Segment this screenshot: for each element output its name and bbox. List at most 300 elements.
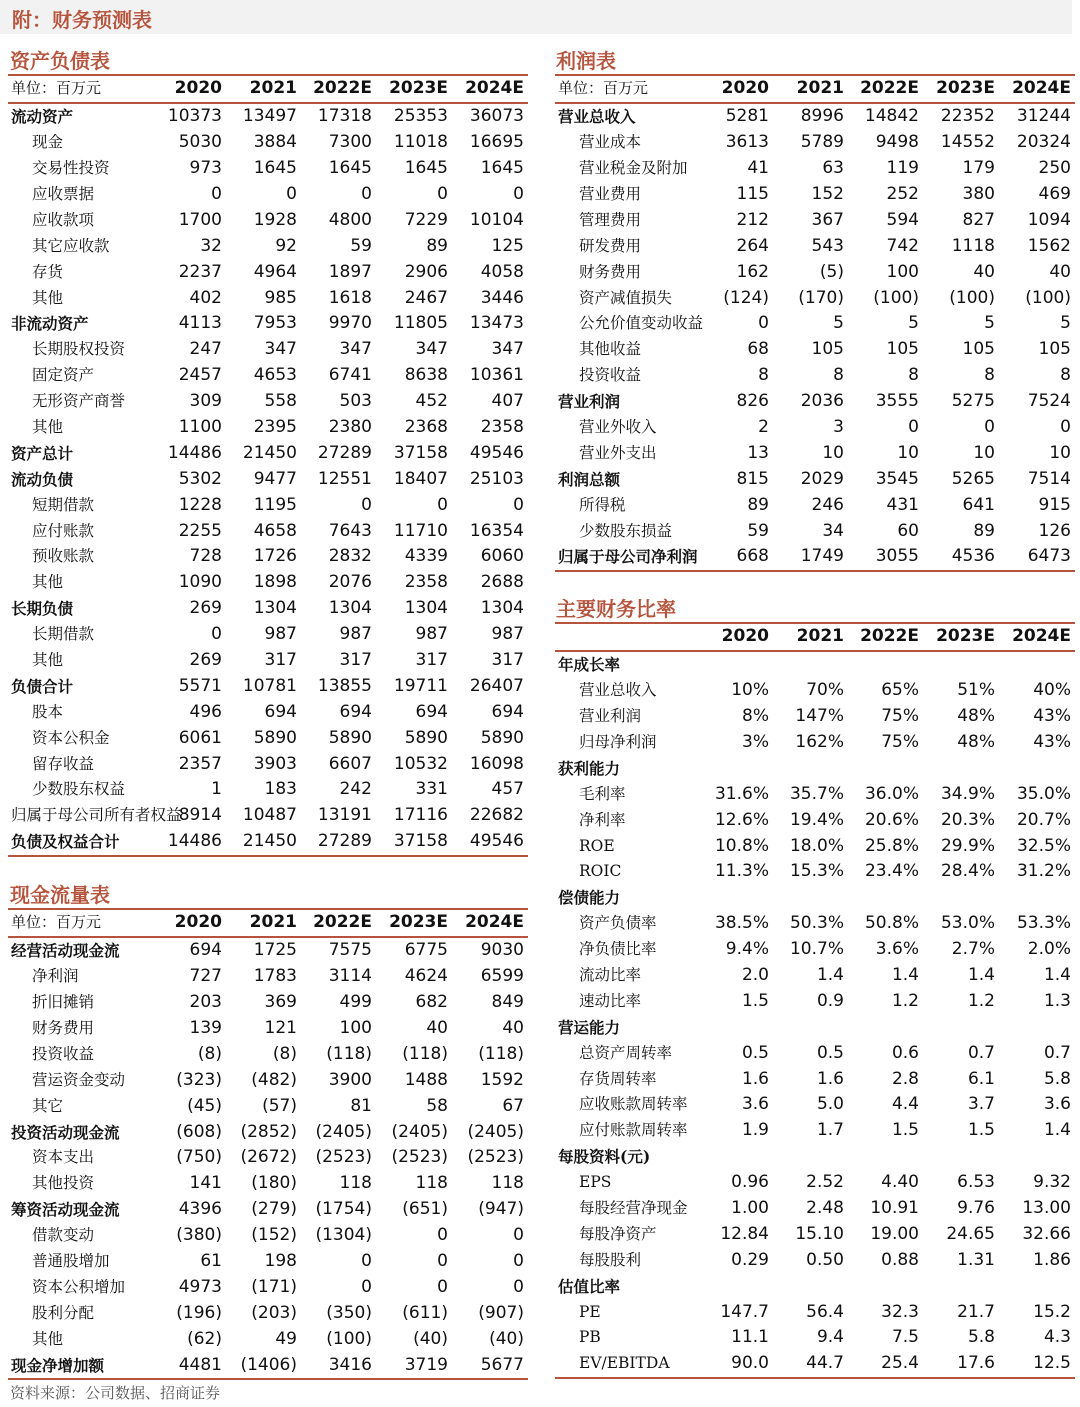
row-label: 资产总计 [11, 443, 74, 463]
cell-value: 3416 [301, 1352, 376, 1379]
cell-value: 11.3% [714, 861, 769, 882]
table-row [555, 1144, 1075, 1170]
cell-value: 1094 [1027, 209, 1071, 230]
cell-value: 100 [339, 1018, 372, 1038]
cell-value: 6607 [328, 753, 372, 774]
cell-value: 317 [491, 650, 524, 671]
cell-value: 53.0% [940, 913, 995, 934]
cell-value: (2523) [391, 1147, 448, 1168]
cell-value: 7229 [404, 209, 448, 230]
table-row [555, 389, 1075, 415]
row-label: 经营活动现金流 [11, 941, 120, 961]
cell-value: 44.7 [773, 1351, 848, 1378]
cell-value: (2852) [240, 1121, 297, 1142]
cell-value: 452 [415, 391, 448, 412]
cell-value: 0 [211, 184, 222, 204]
cell-value: 162% [795, 732, 844, 752]
row-label: 总资产周转率 [579, 1043, 673, 1062]
cell-value: 9970 [328, 313, 372, 334]
row-label: 年成长率 [558, 655, 621, 675]
row-label: 固定资产 [32, 366, 95, 385]
cell-value: 4973 [178, 1276, 222, 1297]
table-row [555, 1170, 1075, 1196]
table-row [555, 1325, 1075, 1351]
cell-value: 1304 [480, 598, 524, 619]
table-row [8, 596, 528, 622]
year-header: 2020 [156, 909, 226, 937]
table-row [8, 1352, 528, 1379]
cell-value: 6775 [404, 940, 448, 961]
cell-value: 40 [502, 1018, 524, 1038]
cell-value: 36.0% [864, 783, 919, 804]
cell-value: (62) [187, 1328, 222, 1349]
table-row [8, 492, 528, 518]
unit-label: 单位：百万元 [555, 75, 703, 103]
cell-value: 10 [822, 442, 844, 463]
cell-value: 1726 [253, 546, 297, 567]
cell-value: 5 [984, 313, 995, 334]
cell-value: 32 [200, 235, 222, 256]
row-label: 净负债比率 [579, 940, 657, 959]
cell-value: 29.9% [940, 835, 995, 856]
row-label: 资本支出 [32, 1148, 95, 1167]
cash-flow-table [8, 908, 528, 1380]
cell-value: 20.6% [864, 809, 919, 830]
cell-value: 5302 [178, 468, 222, 489]
cell-value: (100) [1025, 287, 1071, 308]
cell-value: 67 [502, 1095, 524, 1116]
cell-value: 3613 [725, 132, 769, 153]
cell-value [923, 1144, 999, 1170]
table-row [8, 337, 528, 363]
cell-value: 0 [361, 1276, 372, 1297]
cell-value: (100) [949, 287, 995, 308]
cell-value [848, 1273, 923, 1299]
cell-value: (2405) [315, 1121, 372, 1142]
year-header: 2023E [376, 909, 452, 937]
cell-value: 139 [189, 1018, 222, 1038]
row-label: 其它应收款 [32, 236, 110, 255]
cell-value: 49546 [469, 442, 524, 463]
cell-value: (196) [176, 1302, 222, 1323]
row-label: 营业总收入 [558, 107, 636, 127]
cell-value: 27289 [317, 442, 372, 463]
cell-value: 1.2 [891, 990, 919, 1011]
cell-value: 48% [957, 732, 995, 752]
cell-value: (608) [176, 1121, 222, 1142]
cell-value: (45) [187, 1095, 222, 1116]
cell-value: 105 [886, 339, 919, 360]
cell-value: 212 [736, 209, 769, 230]
cell-value: 1.4 [891, 965, 919, 986]
cell-value: 32.3 [881, 1301, 919, 1322]
row-label: EPS [579, 1173, 612, 1192]
cell-value: 742 [886, 235, 919, 256]
row-label: 非流动资产 [11, 314, 89, 334]
cell-value: 1645 [253, 158, 297, 179]
row-label: PB [579, 1328, 601, 1347]
table-row [555, 911, 1075, 937]
cell-value: 8 [984, 365, 995, 386]
table-row [555, 1092, 1075, 1118]
cell-value: 11.1 [731, 1327, 769, 1348]
cell-value: 7514 [1027, 468, 1071, 489]
table-row [8, 699, 528, 725]
cell-value: 53.3% [1016, 913, 1071, 934]
cell-value: 10 [897, 442, 919, 463]
table-row [8, 311, 528, 337]
cell-value: (1304) [315, 1225, 372, 1246]
cell-value: 594 [886, 209, 919, 230]
table-row [8, 1145, 528, 1171]
cell-value: 43% [1033, 732, 1071, 752]
cell-value: 105 [1038, 339, 1071, 360]
row-label: 长期借款 [32, 625, 95, 644]
cell-value: 203 [189, 992, 222, 1013]
cell-value: 682 [415, 992, 448, 1013]
table-row [8, 1197, 528, 1223]
income-statement-table [555, 74, 1075, 572]
table-row [555, 1066, 1075, 1092]
row-label: 营业外收入 [579, 418, 657, 437]
balance-sheet-title: 资产负债表 [10, 49, 110, 73]
cell-value: 2368 [404, 417, 448, 438]
cell-value: 380 [962, 184, 995, 204]
row-label: ROIC [579, 862, 622, 881]
cell-value: 3719 [376, 1352, 452, 1379]
cell-value: 347 [415, 339, 448, 360]
cell-value: 38.5% [714, 913, 769, 934]
table-row [555, 678, 1075, 704]
row-label: 其他 [32, 1329, 64, 1348]
table-row [8, 363, 528, 389]
table-row [555, 259, 1075, 285]
cell-value: 558 [264, 391, 297, 412]
cell-value: 826 [736, 391, 769, 412]
cell-value: 402 [189, 287, 222, 308]
row-label: 每股资料(元) [558, 1147, 651, 1167]
row-label: 留存收益 [32, 754, 95, 773]
year-header: 2022E [848, 623, 923, 651]
table-row [555, 859, 1075, 885]
cell-value: 13473 [469, 313, 524, 334]
cell-value: 269 [189, 650, 222, 671]
cell-value: 2.0 [741, 965, 769, 986]
cell-value: (118) [326, 1043, 372, 1064]
year-header: 2020 [156, 75, 226, 103]
cell-value: 4653 [253, 365, 297, 386]
cell-value: 125 [491, 235, 524, 256]
table-row [8, 103, 528, 130]
table-row [555, 337, 1075, 363]
cell-value: 2467 [404, 287, 448, 308]
cell-value: 2832 [328, 546, 372, 567]
cell-value: 1562 [1027, 235, 1071, 256]
cell-value: 100 [886, 261, 919, 282]
year-header: 2020 [703, 75, 773, 103]
row-label: 负债及权益合计 [8, 829, 156, 856]
cell-value [848, 1014, 923, 1040]
cell-value: 3446 [480, 287, 524, 308]
row-label: 归母净利润 [579, 733, 657, 751]
cell-value: (947) [478, 1199, 524, 1220]
row-label: 股利分配 [32, 1303, 95, 1322]
cell-value: 37158 [376, 829, 452, 856]
cell-value: 985 [264, 287, 297, 308]
cell-value: 81 [350, 1095, 372, 1116]
year-header: 2022E [301, 75, 376, 103]
table-row [8, 440, 528, 466]
cell-value: 1.86 [1033, 1249, 1071, 1270]
row-label: 财务费用 [32, 1019, 95, 1037]
cell-value [999, 651, 1075, 678]
cell-value: 75% [881, 732, 919, 752]
cell-value: 1.5 [891, 1120, 919, 1141]
table-row [555, 963, 1075, 989]
cell-value: 987 [339, 624, 372, 645]
table-row [8, 1119, 528, 1145]
cell-value: 309 [189, 391, 222, 412]
cell-value: 496 [189, 701, 222, 722]
cell-value: 6.1 [967, 1068, 995, 1089]
cell-value: 68 [747, 339, 769, 360]
cell-value: 20.3% [940, 809, 995, 830]
cell-value: 105 [811, 339, 844, 360]
cell-value: 331 [415, 779, 448, 800]
cell-value: (651) [402, 1199, 448, 1220]
cell-value: (1754) [315, 1199, 372, 1220]
row-label: 存货 [32, 262, 64, 281]
cell-value: 179 [962, 158, 995, 179]
cell-value: 431 [886, 494, 919, 515]
table-row [8, 182, 528, 208]
cell-value: 10361 [469, 365, 524, 386]
cell-value: 17.6 [923, 1351, 999, 1378]
row-label: 其他 [32, 573, 64, 592]
cell-value: 4481 [156, 1352, 226, 1379]
cell-value: 89 [747, 494, 769, 515]
cell-value [923, 885, 999, 911]
cell-value: 5.8 [967, 1327, 995, 1348]
table-row [8, 570, 528, 596]
cell-value: 2457 [178, 365, 222, 386]
cell-value: (380) [176, 1225, 222, 1246]
cell-value: 0 [211, 624, 222, 645]
table-row [555, 1273, 1075, 1299]
cell-value: 369 [264, 992, 297, 1013]
cell-value: 2395 [253, 417, 297, 438]
cell-value: 8996 [800, 106, 844, 127]
cell-value: 3% [742, 732, 769, 752]
cell-value: 16695 [469, 132, 524, 153]
year-header: 2023E [923, 75, 999, 103]
row-label: 其他 [32, 288, 64, 307]
row-label: 每股净资产 [579, 1224, 657, 1243]
year-header: 2022E [301, 909, 376, 937]
cell-value: 25.8% [864, 835, 919, 856]
cell-value: 2.8 [891, 1068, 919, 1089]
cell-value: 9.76 [957, 1198, 995, 1219]
cell-value: 317 [415, 650, 448, 671]
cell-value: 0.7 [967, 1042, 995, 1063]
cell-value: 1.5 [967, 1120, 995, 1141]
balance-sheet-table [8, 74, 528, 857]
row-label: 现金净增加额 [8, 1352, 156, 1379]
cell-value: 407 [491, 391, 524, 412]
table-header-row [8, 75, 528, 103]
row-label: 偿债能力 [558, 888, 621, 908]
cell-value: 7300 [328, 132, 372, 153]
row-label: 速动比率 [579, 991, 642, 1010]
row-label: 预收账款 [32, 547, 95, 566]
cell-value: 126 [1038, 520, 1071, 541]
cell-value: 118 [491, 1173, 524, 1194]
cell-value: 21450 [242, 442, 297, 463]
row-label: 少数股东权益 [32, 780, 126, 799]
cell-value: 1618 [328, 287, 372, 308]
cell-value: 264 [736, 235, 769, 256]
cell-value [703, 885, 773, 911]
row-label: 长期负债 [11, 599, 74, 619]
cell-value: 0.96 [731, 1172, 769, 1193]
unit-label: 单位：百万元 [8, 909, 156, 937]
row-label: 营业费用 [579, 185, 642, 203]
table-row [555, 466, 1075, 492]
table-row [8, 1249, 528, 1275]
cell-value: 1195 [253, 494, 297, 515]
cell-value: (100) [326, 1328, 372, 1349]
cell-value: 1898 [253, 572, 297, 593]
cell-value: 13 [747, 442, 769, 463]
row-label: 交易性投资 [32, 159, 110, 178]
cell-value: 28.4% [940, 861, 995, 882]
table-row [8, 829, 528, 856]
cell-value: 13191 [317, 805, 372, 826]
row-label: 无形资产商誉 [32, 392, 126, 411]
cell-value: 457 [491, 779, 524, 800]
cell-value: 4396 [178, 1199, 222, 1220]
cell-value: 1592 [480, 1069, 524, 1090]
cell-value: 694 [491, 701, 524, 722]
cell-value [999, 1144, 1075, 1170]
cell-value: (2523) [467, 1147, 524, 1168]
cell-value: 7524 [1027, 391, 1071, 412]
row-label: 研发费用 [579, 236, 642, 255]
table-row [555, 363, 1075, 389]
cell-value: 63 [822, 158, 844, 179]
cell-value: 1.2 [967, 990, 995, 1011]
cell-value: 1090 [178, 572, 222, 593]
cell-value: 1.6 [816, 1068, 844, 1089]
cell-value: 7.5 [891, 1327, 919, 1348]
cell-value: 269 [189, 598, 222, 619]
table-row [555, 781, 1075, 807]
cell-value: 10% [731, 680, 769, 701]
cell-value: 4.40 [881, 1172, 919, 1193]
row-label: 投资收益 [579, 366, 642, 385]
cell-value: 40 [1049, 261, 1071, 282]
source-note: 资料来源：公司数据、招商证券 [10, 1384, 221, 1402]
cell-value [848, 755, 923, 781]
year-header: 2024E [452, 75, 528, 103]
cell-value: 3.6% [875, 939, 919, 960]
cell-value: 694 [339, 701, 372, 722]
row-label: PE [579, 1302, 601, 1321]
cell-value: 1928 [253, 209, 297, 230]
cell-value: 118 [415, 1173, 448, 1194]
cell-value: 6741 [328, 365, 372, 386]
table-header-row [555, 75, 1075, 103]
cell-value: 1645 [328, 158, 372, 179]
year-header: 2024E [999, 623, 1075, 651]
table-row [555, 730, 1075, 756]
cell-value: 250 [1038, 158, 1071, 179]
cell-value: 1749 [773, 544, 848, 571]
cell-value: 119 [886, 158, 919, 179]
cell-value: 9.32 [1033, 1172, 1071, 1193]
cell-value: 3114 [328, 966, 372, 987]
cell-value: (482) [251, 1069, 297, 1090]
cell-value: 9498 [875, 132, 919, 153]
cell-value: (279) [251, 1199, 297, 1220]
row-label: 应付账款周转率 [579, 1121, 688, 1140]
table-row [8, 1067, 528, 1093]
row-label: 管理费用 [579, 210, 642, 229]
cell-value: 0.6 [891, 1042, 919, 1063]
cell-value: 59 [747, 520, 769, 541]
row-label: 营业成本 [579, 133, 642, 152]
cell-value: 347 [491, 339, 524, 360]
row-label: 投资活动现金流 [11, 1122, 120, 1142]
table-row [555, 130, 1075, 156]
cell-value [923, 1273, 999, 1299]
cell-value: 1700 [178, 209, 222, 230]
cell-value: 4536 [923, 544, 999, 571]
cell-value: 32.66 [1022, 1223, 1071, 1244]
cell-value: 242 [339, 779, 372, 800]
table-row [555, 492, 1075, 518]
cell-value: 0 [908, 417, 919, 438]
cell-value: 22682 [469, 805, 524, 826]
table-row [8, 259, 528, 285]
cell-value: 2358 [404, 572, 448, 593]
cell-value: (40) [489, 1328, 524, 1349]
cell-value: 1488 [404, 1069, 448, 1090]
row-label: 短期借款 [32, 495, 95, 514]
table-row [555, 755, 1075, 781]
cell-value: (323) [176, 1069, 222, 1090]
row-label: 应收款项 [32, 210, 95, 229]
cell-value: 20324 [1016, 132, 1071, 153]
cell-value: 5265 [951, 468, 995, 489]
cell-value: 24.65 [946, 1223, 995, 1244]
cell-value: 2906 [404, 261, 448, 282]
cell-value: 367 [811, 209, 844, 230]
cell-value: 1.31 [957, 1249, 995, 1270]
cell-value: 8 [908, 365, 919, 386]
cell-value: 31.6% [714, 783, 769, 804]
cell-value: 49546 [452, 829, 528, 856]
cell-value: 25353 [393, 106, 448, 127]
cell-value [703, 1014, 773, 1040]
cell-value: 2036 [800, 391, 844, 412]
row-label: 现金 [32, 133, 64, 152]
table-row [555, 704, 1075, 730]
unit-label [555, 623, 703, 651]
table-row [8, 130, 528, 156]
cell-value: 1.4 [1043, 1120, 1071, 1141]
table-row [8, 725, 528, 751]
